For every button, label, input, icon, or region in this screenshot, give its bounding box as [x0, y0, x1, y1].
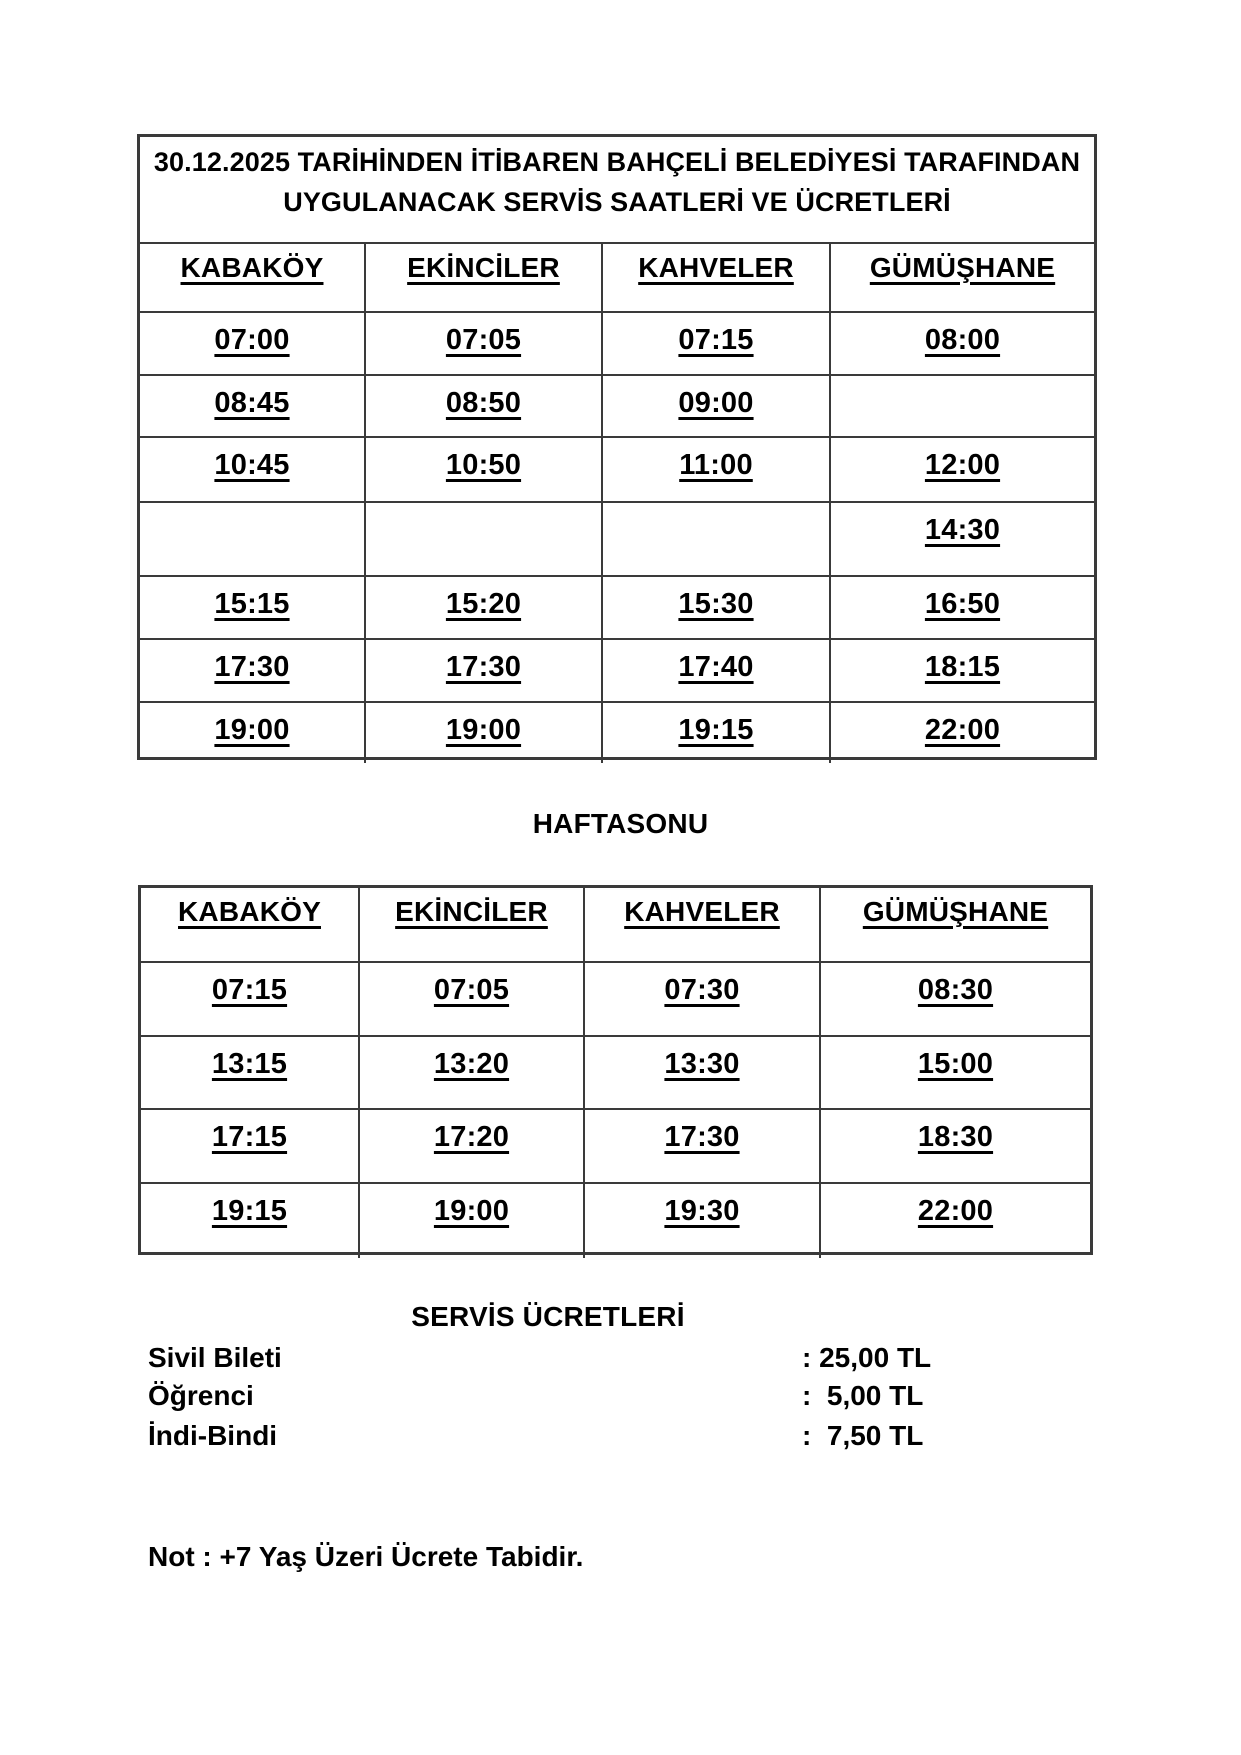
time-value: 07:30: [664, 974, 740, 1006]
column-header-label: KABAKÖY: [180, 252, 324, 283]
fee-value-sivil-bileti: : 25,00 TL: [802, 1342, 932, 1373]
weekday-table-title-row: [140, 137, 1094, 242]
time-cell-empty: [829, 376, 1094, 436]
time-cell-empty: [601, 503, 829, 575]
time-cell: [829, 313, 1094, 374]
column-header-label: EKİNCİLER: [407, 252, 560, 283]
time-value: 13:20: [433, 1048, 510, 1080]
time-cell: [140, 703, 364, 763]
weekend-schedule-table: [138, 885, 1093, 1255]
time-cell: [358, 1110, 583, 1182]
fee-value-ogrenci: : 5,00 TL: [802, 1380, 924, 1411]
column-header-ekinciler: [364, 244, 601, 311]
time-cell: [364, 703, 601, 763]
time-value: 08:00: [924, 324, 1001, 356]
column-header-kabakoy: [141, 888, 358, 961]
time-value: 07:15: [678, 324, 754, 356]
time-value: 09:00: [678, 387, 754, 419]
time-value: 17:20: [433, 1121, 510, 1153]
time-value: 17:15: [211, 1121, 288, 1153]
fee-value-indi-bindi: : 7,50 TL: [802, 1420, 924, 1451]
weekday-table-title: [140, 137, 1094, 242]
time-cell: [601, 376, 829, 436]
time-value: 22:00: [924, 714, 1001, 746]
time-value: 13:15: [211, 1048, 288, 1080]
time-cell: [601, 577, 829, 638]
time-cell: [364, 640, 601, 701]
time-cell: [364, 577, 601, 638]
time-cell: [829, 577, 1094, 638]
time-value: 10:50: [445, 449, 522, 481]
time-value: 11:00: [679, 449, 753, 481]
time-cell: [829, 438, 1094, 501]
time-cell: [601, 438, 829, 501]
time-cell: [583, 1184, 819, 1258]
time-cell-empty: [140, 503, 364, 575]
time-value: 17:40: [678, 651, 754, 683]
schedule-row: [140, 501, 1094, 575]
column-header-label: EKİNCİLER: [395, 896, 548, 927]
schedule-row: [140, 575, 1094, 638]
time-cell: [358, 963, 583, 1035]
time-value: 10:45: [214, 449, 290, 481]
time-cell: [819, 1110, 1090, 1182]
time-cell: [358, 1184, 583, 1258]
time-cell: [141, 1037, 358, 1108]
time-cell: [819, 963, 1090, 1035]
column-header-gumushane: [819, 888, 1090, 961]
fees-heading: SERVİS ÜCRETLERİ: [411, 1301, 685, 1332]
time-cell: [140, 640, 364, 701]
schedule-row: [140, 701, 1094, 763]
time-value: 19:00: [214, 714, 290, 746]
time-value: 15:00: [917, 1048, 994, 1080]
title-line-1: 30.12.2025 TARİHİNDEN İTİBAREN BAHÇELİ BELEDİYESİ TARAFINDAN: [153, 147, 1081, 177]
time-value: 18:15: [924, 651, 1001, 683]
schedule-row: [141, 1182, 1090, 1258]
column-header-label: KAHVELER: [638, 252, 794, 283]
time-value: 19:30: [664, 1195, 740, 1227]
time-value: 15:20: [445, 588, 522, 620]
time-cell: [819, 1184, 1090, 1258]
time-value: 15:30: [678, 588, 754, 620]
time-cell: [140, 313, 364, 374]
time-value: 19:15: [211, 1195, 288, 1227]
time-cell: [601, 640, 829, 701]
time-value: 17:30: [214, 651, 290, 683]
weekend-header-row: [141, 888, 1090, 961]
note-text: Not : +7 Yaş Üzeri Ücrete Tabidir.: [148, 1541, 584, 1572]
column-header-kahveler: [583, 888, 819, 961]
time-value: 07:00: [214, 324, 290, 356]
time-cell: [140, 577, 364, 638]
column-header-label: KABAKÖY: [178, 896, 321, 927]
schedule-row: [141, 1108, 1090, 1182]
time-value: 19:15: [678, 714, 754, 746]
time-cell: [364, 376, 601, 436]
column-header-kahveler: [601, 244, 829, 311]
time-cell: [141, 1184, 358, 1258]
column-header-gumushane: [829, 244, 1094, 311]
schedule-row: [141, 961, 1090, 1035]
weekday-header-row: [140, 242, 1094, 311]
time-value: 16:50: [924, 588, 1001, 620]
column-header-label: GÜMÜŞHANE: [862, 896, 1049, 927]
time-cell-empty: [364, 503, 601, 575]
time-value: 07:05: [445, 324, 522, 356]
time-cell: [829, 503, 1094, 575]
time-value: 07:15: [211, 974, 288, 1006]
schedule-row: [140, 436, 1094, 501]
time-cell: [829, 640, 1094, 701]
time-value: 19:00: [445, 714, 522, 746]
column-header-label: KAHVELER: [624, 896, 780, 927]
weekend-heading: HAFTASONU: [532, 808, 709, 839]
time-cell: [583, 963, 819, 1035]
time-value: 12:00: [924, 449, 1001, 481]
time-cell: [583, 1037, 819, 1108]
time-value: 08:30: [917, 974, 994, 1006]
time-value: 08:50: [445, 387, 522, 419]
schedule-row: [141, 1035, 1090, 1108]
time-cell: [364, 438, 601, 501]
time-cell: [829, 703, 1094, 763]
time-value: 17:30: [664, 1121, 740, 1153]
fee-label-indi-bindi: İndi-Bindi: [148, 1420, 278, 1451]
time-cell: [364, 313, 601, 374]
fee-label-sivil-bileti: Sivil Bileti: [148, 1342, 282, 1373]
time-cell: [358, 1037, 583, 1108]
schedule-row: [140, 638, 1094, 701]
column-header-ekinciler: [358, 888, 583, 961]
title-line-2: UYGULANACAK SERVİS SAATLERİ VE ÜCRETLERİ: [283, 187, 951, 217]
time-cell: [601, 703, 829, 763]
column-header-label: GÜMÜŞHANE: [869, 252, 1056, 283]
time-cell: [601, 313, 829, 374]
time-cell: [141, 1110, 358, 1182]
time-cell: [583, 1110, 819, 1182]
time-value: 15:15: [214, 588, 290, 620]
time-value: 17:30: [445, 651, 522, 683]
time-cell: [140, 376, 364, 436]
time-value: 14:30: [924, 514, 1001, 546]
time-value: 08:45: [214, 387, 290, 419]
time-value: 13:30: [664, 1048, 740, 1080]
time-value: 18:30: [917, 1121, 994, 1153]
schedule-row: [140, 311, 1094, 374]
fee-label-ogrenci: Öğrenci: [148, 1380, 254, 1411]
column-header-kabakoy: [140, 244, 364, 311]
time-value: 19:00: [433, 1195, 510, 1227]
time-value: 07:05: [433, 974, 510, 1006]
time-cell: [819, 1037, 1090, 1108]
time-value: 22:00: [917, 1195, 994, 1227]
schedule-row: [140, 374, 1094, 436]
time-cell: [140, 438, 364, 501]
weekday-schedule-table: [137, 134, 1097, 760]
time-cell: [141, 963, 358, 1035]
